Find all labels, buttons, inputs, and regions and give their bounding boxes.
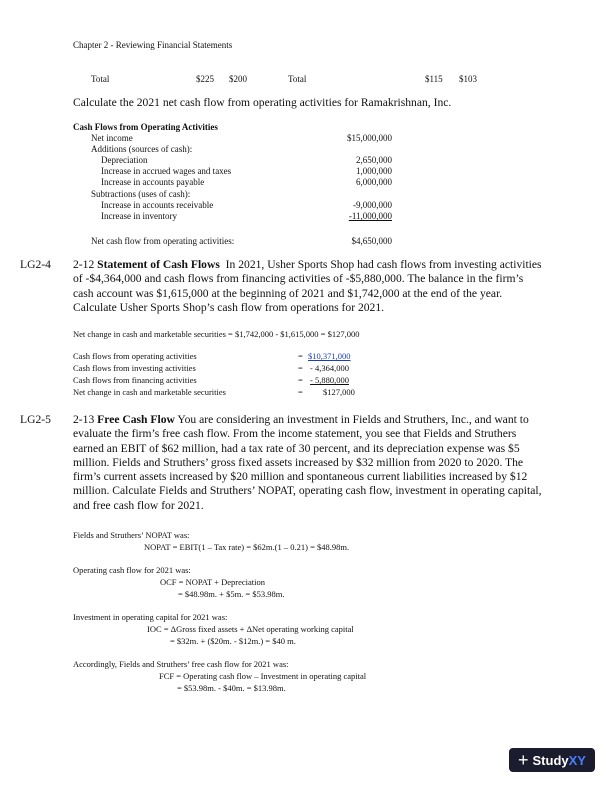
nopat-intro: Fields and Struthers’ NOPAT was: [73, 530, 190, 540]
table-row-label: Increase in accrued wages and taxes [101, 166, 232, 176]
plus-icon: + [518, 750, 529, 770]
total-value: $115 [425, 74, 443, 84]
fcf-equation: = $53.98m. - $40m. = $13.98m. [177, 683, 286, 693]
problem-2-13-text: 2-13 Free Cash Flow You are considering an investment in Fields and Struthers, Inc., and want to evaluate the firm’s free cash flow. From the income statement, you see that Fields and Struthers earned an EBIT of $62 million, had a tax rate of 30 percent, and its depreciation expense was $5 million. Fields and Struthers’ gross fixed assets increased by $32 million from 2020 to 2020. The firm’s current assets increased by $20 million and spontaneous current liabilities increased by $12 million. Calculate Fields and Struthers’ NOPAT, operating cash flow, investment in operating capital, and free cash flow for 2021. [73, 413, 542, 512]
page-header: Chapter 2 - Reviewing Financial Statements [73, 40, 233, 50]
equals-sign: = [298, 351, 303, 361]
studyxy-logo[interactable] [509, 748, 595, 772]
logo-accent: XY [568, 752, 586, 768]
table-row-label: Increase in accounts payable [101, 177, 205, 187]
table-row-label: Additions (sources of cash): [91, 144, 193, 154]
table-row-value: 2,650,000 [356, 155, 392, 165]
equals-sign: = [298, 387, 303, 397]
ocf-intro: Operating cash flow for 2021 was: [73, 565, 191, 575]
table-row-value: $127,000 [323, 387, 355, 397]
table-row-value: - 5,880,000 [310, 375, 349, 385]
table-row-value: $15,000,000 [347, 133, 392, 143]
table-row-label: Cash flows from investing activities [73, 363, 196, 373]
table-row-label: Cash flows from operating activities [73, 351, 197, 361]
table-row-label: Cash flows from financing activities [73, 375, 197, 385]
cfo-table-title: Cash Flows from Operating Activities [73, 122, 218, 132]
table-row-label: Increase in inventory [101, 211, 177, 221]
table-row-value: -9,000,000 [353, 200, 392, 210]
total-value: $200 [229, 74, 247, 84]
table-row-label: Subtractions (uses of cash): [91, 189, 191, 199]
table-row-label: Net change in cash and marketable securities [73, 387, 226, 397]
total-value: $103 [459, 74, 477, 84]
operating-cash-flow-answer: $10,371,000 [308, 351, 351, 361]
nopat-equation: NOPAT = EBIT(1 – Tax rate) = $62m.(1 – 0.21) = $48.98m. [144, 542, 350, 552]
lg-tag: LG2-5 [20, 413, 51, 426]
table-row-label: Depreciation [101, 155, 148, 165]
ioc-intro: Investment in operating capital for 2021 was: [73, 612, 228, 622]
table-row-value: 1,000,000 [356, 166, 392, 176]
ocf-equation: = $48.98m. + $5m. = $53.98m. [178, 589, 285, 599]
net-cash-flow-label: Net cash flow from operating activities: [91, 236, 235, 246]
equals-sign: = [298, 363, 303, 373]
total-value: $225 [196, 74, 214, 84]
fcf-equation: FCF = Operating cash flow – Investment in operating capital [159, 671, 367, 681]
ioc-equation: IOC = ΔGross fixed assets + ΔNet operating working capital [147, 624, 354, 634]
table-row-label: Net income [91, 133, 133, 143]
problem-2-12-text: 2-12 Statement of Cash Flows In 2021, Usher Sports Shop had cash flows from investing activities of -$4,364,000 and cash flows from financing activities of -$5,880,000. The balance in the firm’s cash account was $1,615,000 at the beginning of 2021 and $1,742,000 at the end of the year. Calculate Usher Sports Shop’s cash flow from operations for 2021. [73, 258, 542, 314]
equals-sign: = [298, 375, 303, 385]
ocf-equation: OCF = NOPAT + Depreciation [160, 577, 265, 587]
ioc-equation: = $32m. + ($20m. - $12m.) = $40 m. [170, 636, 296, 646]
net-change-line: Net change in cash and marketable securities = $1,742,000 - $1,615,000 = $127,000 [73, 329, 360, 339]
table-row-value: 6,000,000 [356, 177, 392, 187]
total-label-left: Total [91, 74, 110, 84]
net-cash-flow-value: $4,650,000 [351, 236, 392, 246]
table-row-value: - 4,364,000 [310, 363, 349, 373]
fcf-intro: Accordingly, Fields and Struthers’ free cash flow for 2021 was: [73, 659, 289, 669]
table-row-label: Increase in accounts receivable [101, 200, 214, 210]
total-label-right: Total [288, 74, 307, 84]
table-row-value: -11,000,000 [348, 211, 392, 221]
lg-tag: LG2-4 [20, 258, 51, 271]
question-text: Calculate the 2021 net cash flow from operating activities for Ramakrishnan, Inc. [73, 96, 452, 109]
logo-brand: Study [532, 752, 569, 768]
